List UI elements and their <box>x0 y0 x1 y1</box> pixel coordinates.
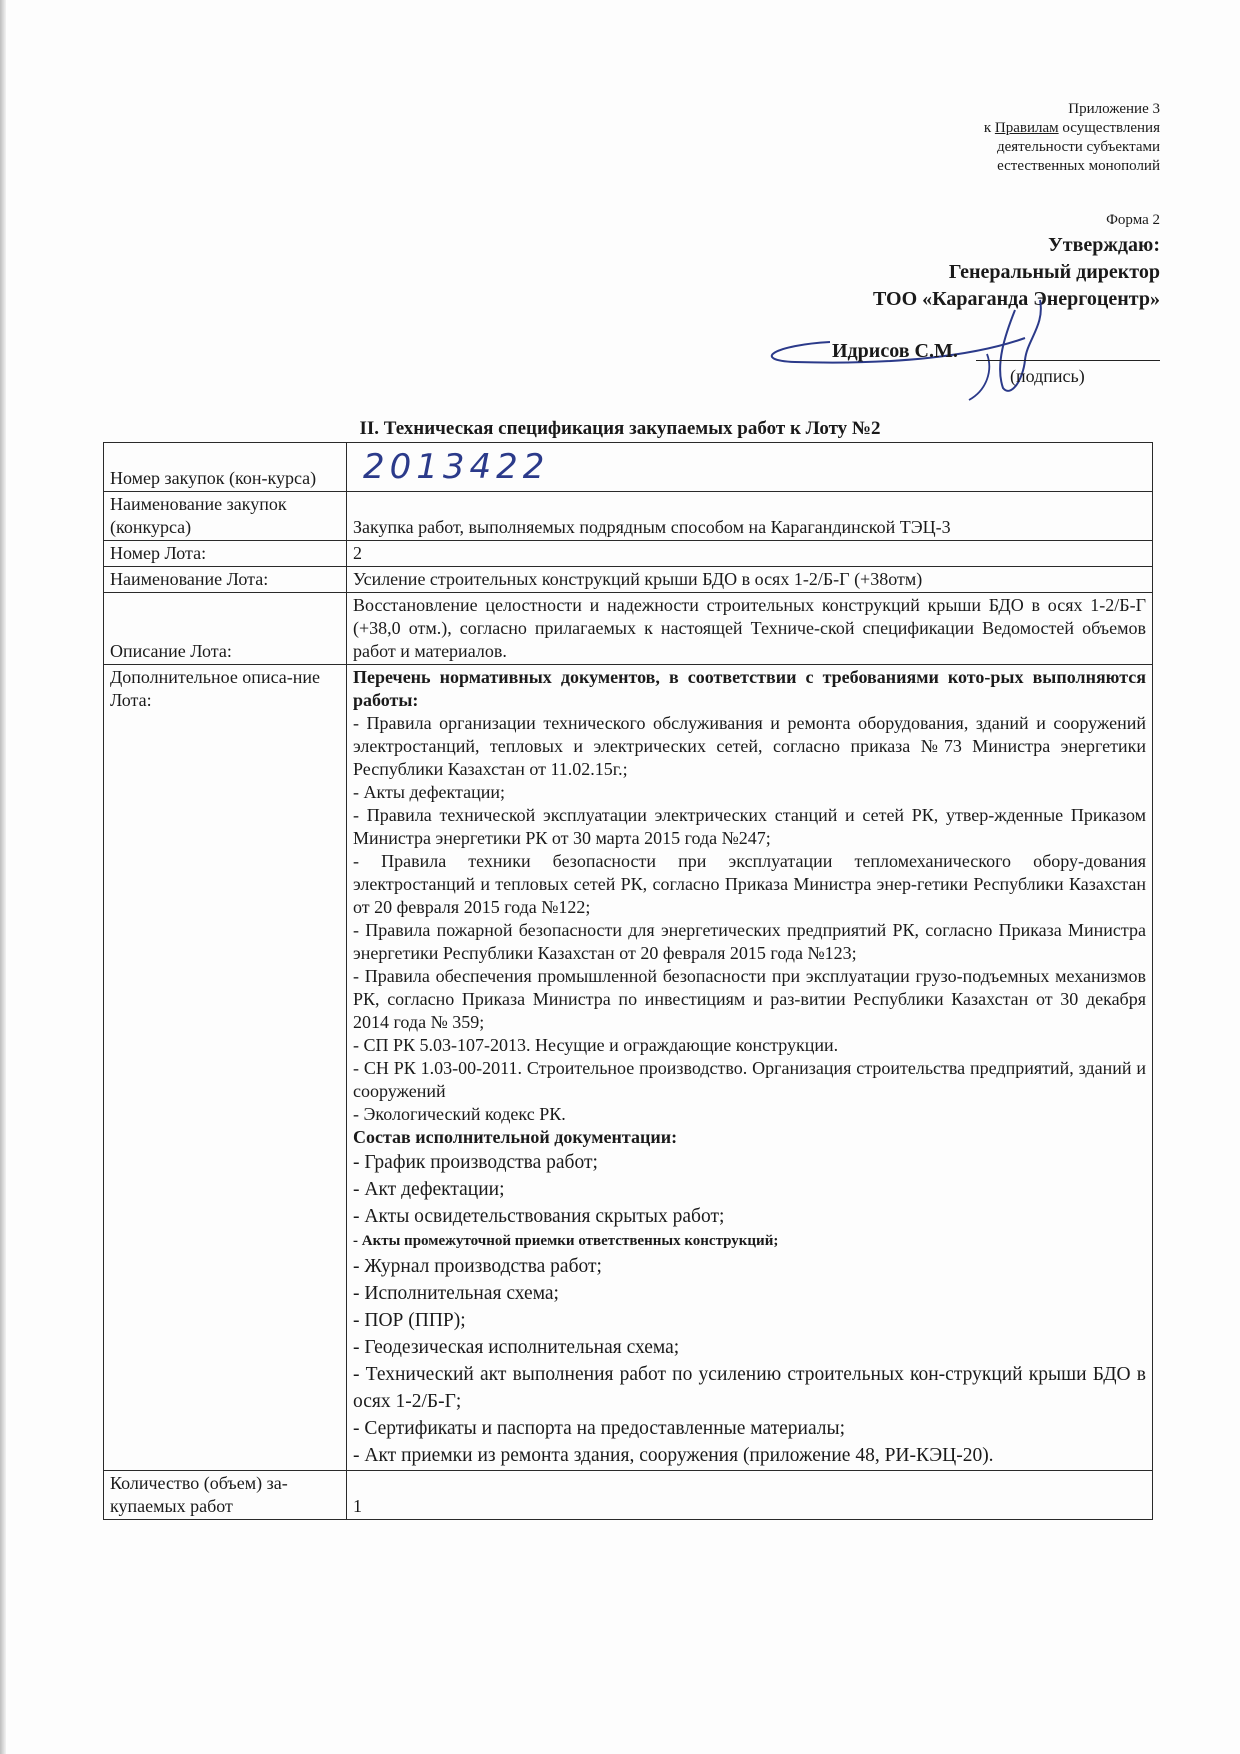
row-value: 2 <box>347 541 1153 567</box>
norm-item: - Правила технической эксплуатации электрических станций и сетей РК, утвер-жденные Приказом Министра энергетики РК от 30 марта 2015 года №247; <box>353 805 1146 848</box>
doc-item: - Технический акт выполнения работ по усилению строительных кон-струкций крыши БДО в осях 1-2/Б-Г; <box>353 1364 1146 1412</box>
doc-item: - Акты освидетельствования скрытых работ; <box>353 1206 725 1227</box>
row-value <box>347 443 1153 492</box>
norm-item: - Правила техники безопасности при эксплуатации тепломеханического обору-дования электростанций и тепловых сетей РК, согласно Приказа Министра энер-гетики Республики Казахстан от 20 февраля 2015 года №122; <box>353 851 1146 917</box>
appendix-line-1: Приложение 3 <box>1068 101 1160 117</box>
doc-item: - Акт дефектации; <box>353 1179 505 1200</box>
table-row <box>104 593 1153 665</box>
signer-name: Идрисов С.М. <box>832 340 958 362</box>
form-label: Форма 2 <box>1106 212 1160 228</box>
doc-item: - Акты промежуточной приемки ответственных конструкций; <box>353 1233 779 1249</box>
docs-heading: Состав исполнительной документации: <box>353 1127 678 1147</box>
appendix-note <box>984 100 1160 176</box>
appendix-line-3: деятельности субъектами <box>996 139 1160 155</box>
additional-description <box>347 665 1153 1471</box>
norm-item: - Правила организации технического обслуживания и ремонта оборудования, зданий и сооружений электростанций, тепловых и электрических сетей, согласно приказа №73 Министра энергетики Республики Казахстан от 11.02.15г.; <box>353 713 1146 779</box>
appendix-suffix: осуществления <box>1058 120 1160 136</box>
row-label: Номер Лота: <box>104 541 347 567</box>
scan-edge <box>0 0 6 1754</box>
approval-company: ТОО «Караганда Энергоцентр» <box>872 288 1160 310</box>
doc-item: - Журнал производства работ; <box>353 1256 602 1277</box>
row-label: Дополнительное описа-ние Лота: <box>104 665 347 1471</box>
table-row <box>104 541 1153 567</box>
appendix-prefix: к <box>983 120 995 136</box>
norm-item: - Акты дефектации; <box>353 782 505 802</box>
doc-item: - График производства работ; <box>353 1152 598 1173</box>
rules-link[interactable]: Правилам <box>994 120 1059 136</box>
doc-item: - Исполнительная схема; <box>353 1283 559 1304</box>
spec-table <box>103 442 1153 1520</box>
norm-item: - Правила обеспечения промышленной безопасности при эксплуатации грузо-подъемных механизмов РК, согласно Приказа Министра по инвестициям и раз-витии Республики Казахстан от 30 декабря 2014 года № 359; <box>353 966 1146 1032</box>
row-value: Восстановление целостности и надежности строительных конструкций крыши БДО в осях 1-2/Б-Г (+38,0 отм.), согласно прилагаемых к настоящей Техниче-ской спецификации Ведомостей объемов работ и материалов. <box>347 593 1153 665</box>
approval-position: Генеральный директор <box>948 261 1160 283</box>
doc-item: - Геодезическая исполнительная схема; <box>353 1337 680 1358</box>
norm-item: - Правила пожарной безопасности для энергетических предприятий РК, согласно Приказа Министра энергетики Республики Казахстан от 20 февраля 2015 года №123; <box>353 920 1146 963</box>
row-label: Наименование закупок (конкурса) <box>104 492 347 541</box>
table-row <box>104 443 1153 492</box>
norms-heading: Перечень нормативных документов, в соответствии с требованиями кото-рых выполняются работы: <box>353 667 1146 710</box>
procurement-number: 2013422 <box>363 447 550 487</box>
row-label: Номер закупок (кон-курса) <box>104 443 347 492</box>
doc-item: - Сертификаты и паспорта на предоставленные материалы; <box>353 1418 846 1439</box>
table-row <box>104 492 1153 541</box>
signature-line <box>976 360 1160 361</box>
table-row <box>104 567 1153 593</box>
appendix-line-4: естественных монополий <box>997 158 1160 174</box>
approval-title: Утверждаю: <box>1048 234 1160 256</box>
row-value: 1 <box>347 1471 1153 1520</box>
row-value: Усиление строительных конструкций крыши БДО в осях 1-2/Б-Г (+38отм) <box>347 567 1153 593</box>
norm-item: - Экологический кодекс РК. <box>353 1104 566 1124</box>
row-label: Количество (объем) за-купаемых работ <box>104 1471 347 1520</box>
signature-caption: (подпись) <box>1010 366 1085 386</box>
table-row <box>104 665 1153 1471</box>
spec-title: II. Техническая спецификация закупаемых работ к Лоту №2 <box>359 418 881 439</box>
appendix-line-2 <box>984 119 1160 138</box>
norm-item: - СП РК 5.03-107-2013. Несущие и ограждающие конструкции. <box>353 1035 839 1055</box>
row-value: Закупка работ, выполняемых подрядным способом на Карагандинской ТЭЦ-3 <box>347 492 1153 541</box>
row-label: Наименование Лота: <box>104 567 347 593</box>
table-row <box>104 1471 1153 1520</box>
doc-item: - Акт приемки из ремонта здания, сооружения (приложение 48, РИ-КЭЦ-20). <box>353 1445 994 1466</box>
doc-item: - ПОР (ППР); <box>353 1310 466 1331</box>
row-label: Описание Лота: <box>104 593 347 665</box>
norm-item: - СН РК 1.03-00-2011. Строительное производство. Организация строительства предприятий, зданий и сооружений <box>353 1058 1146 1101</box>
